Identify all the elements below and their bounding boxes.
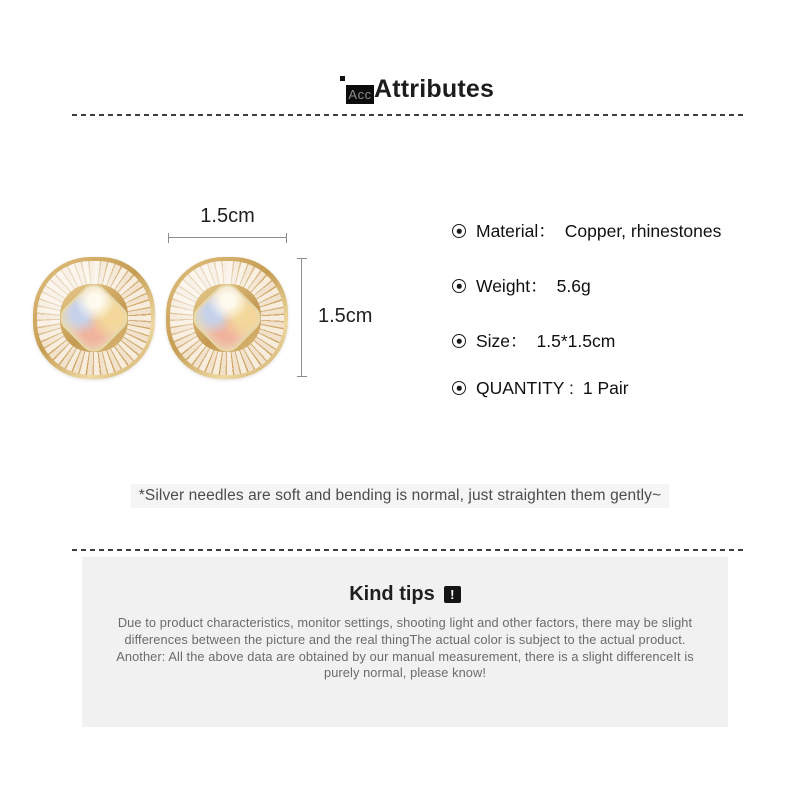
earring-image-left xyxy=(33,257,155,379)
circled-dot-icon xyxy=(452,381,466,395)
width-dimension-line xyxy=(168,233,287,243)
circled-dot-icon xyxy=(452,224,466,238)
dimension-tick xyxy=(297,376,307,377)
height-dimension-label: 1.5cm xyxy=(318,305,373,327)
attribute-value: 1 Pair xyxy=(582,378,629,398)
attribute-value: 5.6g xyxy=(556,276,591,296)
kind-tips-heading xyxy=(82,583,728,606)
section-header xyxy=(338,74,538,110)
dimension-tick xyxy=(168,233,169,243)
earring-image-right xyxy=(166,257,288,379)
attribute-value: 1.5*1.5cm xyxy=(536,331,616,351)
dimension-bar xyxy=(301,258,302,377)
attribute-row-quantity xyxy=(452,378,629,399)
kind-tips-body: Due to product characteristics, monitor settings, shooting light and other factors, there may be slight differences between the picture and the real thingThe actual color is subject to the actual product. Another: All the above data are obtained by our manual measurement, there is a slight differenceIt is purely normal, please know! xyxy=(116,615,694,681)
note-row xyxy=(0,484,800,508)
exclamation-icon: ! xyxy=(444,586,461,603)
page-title: Attributes xyxy=(374,75,495,103)
attribute-value: Copper, rhinestones xyxy=(564,221,722,241)
attribute-label: QUANTITY : xyxy=(476,378,574,398)
attribute-row-material xyxy=(452,218,721,243)
attribute-label: Size： xyxy=(476,331,528,351)
acc-badge: Acc xyxy=(346,85,374,104)
dimension-tick xyxy=(297,258,307,259)
dimension-tick xyxy=(286,233,287,243)
attribute-row-weight xyxy=(452,273,591,298)
deco-square-icon xyxy=(340,76,345,81)
attribute-row-size xyxy=(452,328,615,353)
circled-dot-icon xyxy=(452,279,466,293)
dimension-bar xyxy=(168,237,287,238)
kind-tips-title: Kind tips xyxy=(349,583,435,605)
kind-tips-box xyxy=(82,557,728,727)
dashed-divider-bottom xyxy=(72,549,744,551)
height-dimension-line xyxy=(297,258,307,377)
attribute-label: Weight： xyxy=(476,276,548,296)
circled-dot-icon xyxy=(452,334,466,348)
width-dimension-label: 1.5cm xyxy=(200,205,255,227)
attribute-label: Material： xyxy=(476,221,556,241)
silver-needle-note: *Silver needles are soft and bending is normal, just straighten them gently~ xyxy=(131,484,669,508)
dashed-divider-top xyxy=(72,114,744,116)
